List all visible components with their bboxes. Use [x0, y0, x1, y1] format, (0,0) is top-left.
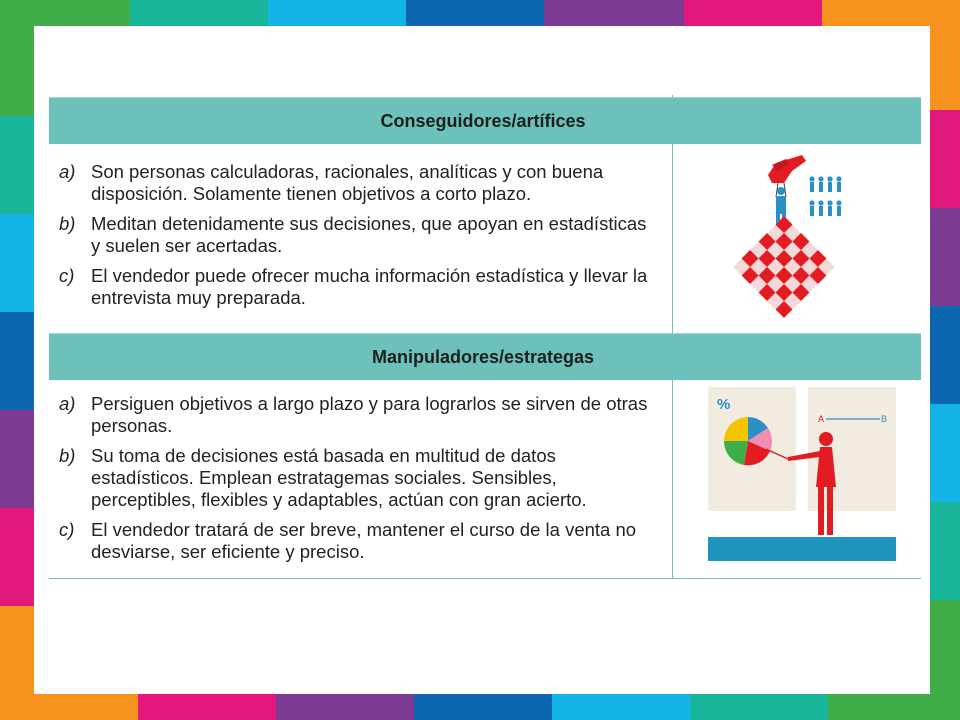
section-title: Conseguidores/artífices [380, 111, 586, 131]
hand-puppet-illustration [732, 153, 842, 323]
list-item: b) Meditan detenidamente sus decisiones, que apoyan en estadísticas y suelen ser acertadas. [59, 213, 647, 256]
presenter-pie-illustration [708, 387, 898, 565]
section-list-conseguidores [59, 161, 659, 317]
list-item: c) El vendedor puede ofrecer mucha información estadística y llevar la entrevista muy preparada. [59, 265, 648, 308]
section-title: Manipuladores/estrategas [371, 347, 595, 367]
percent-label: % [717, 396, 731, 413]
list-item: c) El vendedor tratará de ser breve, mantener el curso de la venta no desviarse, ser eficiente y preciso. [59, 519, 637, 562]
list-item: a) Son personas calculadoras, racionales, analíticas y con buena disposición. Solamente tienen objetivos a corto plazo. [59, 161, 604, 204]
table-bottom-border [49, 578, 921, 579]
point-a-label: A [818, 414, 825, 424]
point-b-label: B [881, 414, 888, 424]
list-item: b) Su toma de decisiones está basada en multitud de datos estadísticos. Emplean estratagemas sociales. Sensibles, perceptibles, flexibles y adaptables, actúan con gran acierto. [59, 445, 587, 510]
list-item: a) Persiguen objetivos a largo plazo y para lograrlos se sirven de otras personas. [59, 393, 648, 436]
section-header-conseguidores [49, 97, 921, 144]
section-header-manipuladores [49, 333, 921, 380]
section-list-manipuladores [59, 393, 659, 571]
